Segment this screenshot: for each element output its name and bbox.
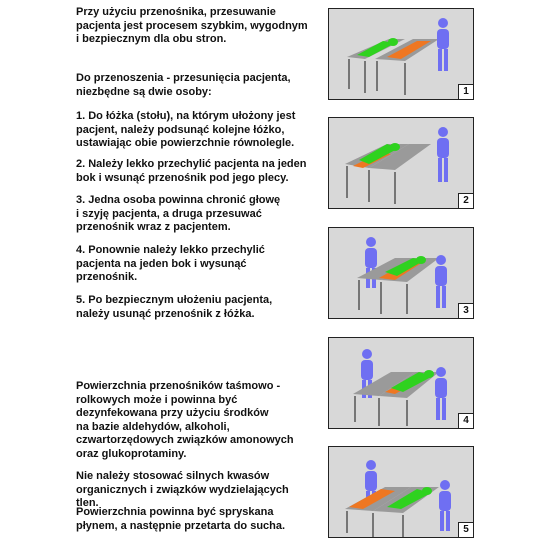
caregiver-figure xyxy=(437,127,449,182)
panel-number: 1 xyxy=(458,84,473,99)
step-3: 3. Jedna osoba powinna chronić głowę i szyję pacjenta, a druga przesuwać przenośnik wraz z pacjentem. xyxy=(76,194,281,233)
panel-number: 2 xyxy=(458,193,473,208)
illustration-step-2 xyxy=(329,118,474,209)
step-5: 5. Po bezpiecznym ułożeniu pacjenta, należy usunąć przenośnik z łóżka. xyxy=(76,294,273,320)
caregiver-figure-2 xyxy=(439,480,451,531)
illustration-step-3 xyxy=(329,228,474,319)
illustration-step-1 xyxy=(329,9,474,100)
acids-warning: Nie należy stosować silnych kwasów organicznych i związków wydzielających tlen. xyxy=(76,470,289,509)
illustration-panel-5 xyxy=(328,446,474,538)
step-1: 1. Do łóżka (stołu), na którym ułożony jest pacjent, należy podsunąć kolejne łóżko, ustawiając obie powierzchnie równolegle. xyxy=(76,110,296,149)
step-4: 4. Ponownie należy lekko przechylić pacjenta na jeden bok i wysunąć przenośnik. xyxy=(76,244,265,283)
panel-number: 3 xyxy=(458,303,473,318)
needed-paragraph: Do przenoszenia - przesunięcia pacjenta, niezbędne są dwie osoby: xyxy=(76,72,291,98)
spray-instruction: Powierzchnia powinna być spryskana płynem, a następnie przetarta do sucha. xyxy=(76,506,286,532)
illustration-step-5 xyxy=(329,447,474,538)
panel-number: 4 xyxy=(458,413,473,428)
illustration-panel-2 xyxy=(328,117,474,209)
step-2: 2. Należy lekko przechylić pacjenta na jeden bok i wsunąć przenośnik pod jego plecy. xyxy=(76,158,307,184)
illustration-panel-4 xyxy=(328,337,474,429)
illustration-panel-1 xyxy=(328,8,474,100)
caregiver-figure-1 xyxy=(365,237,377,288)
illustration-step-4 xyxy=(329,338,474,429)
caregiver-figure xyxy=(437,18,449,71)
illustration-panel-3 xyxy=(328,227,474,319)
disinfection-paragraph: Powierzchnia przenośników taśmowo - rolkowych może i powinna być dezynfekowana przy użyciu środków na bazie aldehydów, alkoholi, czwartorzędowych związków amonowych oraz glukoprotaminy. xyxy=(76,380,294,460)
panel-number: 5 xyxy=(458,522,473,537)
caregiver-figure-2 xyxy=(435,367,447,420)
intro-paragraph: Przy użyciu przenośnika, przesuwanie pacjenta jest procesem szybkim, wygodnym i bezpiecznym dla obu stron. xyxy=(76,6,308,45)
caregiver-figure-2 xyxy=(435,255,447,308)
